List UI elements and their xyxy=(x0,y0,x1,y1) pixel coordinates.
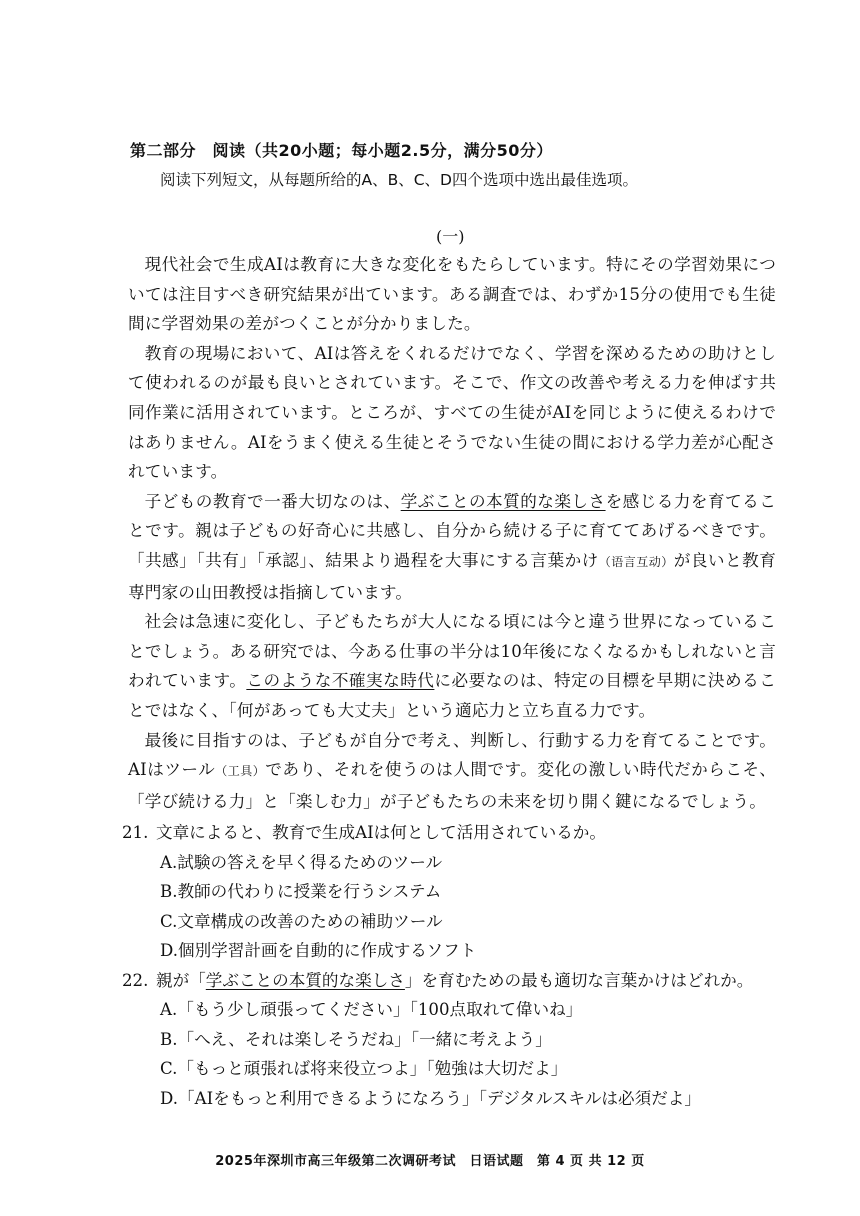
question-21 xyxy=(122,818,782,966)
passage-paragraph-4 xyxy=(128,607,776,725)
paragraph-text: であり、それを使うのは人間です。変化の激しい時代だからこそ、「学び続ける力」と「楽しむ力」が子どもたちの未来を切り開く鍵になるでしょう。 xyxy=(128,760,777,811)
option-a: A.試験の答えを早く得るためのツール xyxy=(160,852,443,872)
passage-paragraph-3 xyxy=(128,487,776,607)
underlined-phrase: 学ぶことの本質的な楽しさ xyxy=(205,970,405,990)
chinese-gloss: （语言互动） xyxy=(598,554,674,569)
passage-paragraph-5 xyxy=(128,726,776,817)
question-number: 22. xyxy=(122,970,149,990)
paragraph-text: 子どもの教育で一番大切なのは、 xyxy=(144,491,401,511)
question-number: 21. xyxy=(122,823,149,842)
option-b: B.「へえ、それは楽しそうだね」「一緒に考えよう」 xyxy=(160,1029,552,1049)
question-22 xyxy=(122,966,782,1114)
reading-passage xyxy=(128,250,776,816)
underlined-phrase: このような不確実な時代 xyxy=(246,671,435,691)
option-d: D.個別学習計画を自動的に作成するソフト xyxy=(160,941,477,960)
option-a: A.「もう少し頑張ってください」「100点取れて偉いね」 xyxy=(160,1000,583,1019)
question-stem xyxy=(122,966,782,996)
paragraph-text: を感じる力を育てることです。親は子どもの好奇心に共感し、自分から続ける子に育ててあげるべきです。「共感」「共有」「承認」、結果より過程を大事にする言葉かけ xyxy=(128,491,777,570)
question-text: 文章によると、教育で生成AIは何として活用されているか。 xyxy=(156,823,606,842)
section-instruction: 阅读下列短文，从每题所给的A、B、C、D四个选项中选出最佳选项。 xyxy=(160,171,638,189)
section-title: 第二部分 阅读（共20小题；每小题2.5分，满分50分） xyxy=(130,141,553,160)
option-d: D.「AIをもっと利用できるようになろう」「デジタルスキルは必須だよ」 xyxy=(160,1088,701,1108)
paragraph-text: 社会は急速に変化し、子どもたちが大人になる頃には今と違う世界になっていることでしょう。ある研究では、今ある仕事の半分は10年後になくなるかもしれないと言われています。 xyxy=(128,612,776,691)
paragraph-text: が良いと教育専門家の山田教授は指摘しています。 xyxy=(128,550,777,602)
passage-paragraph-2: 教育の現場において、AIは答えをくれるだけでなく、学習を深めるための助けとして使われるのが最も良いとされています。そこで、作文の改善や考える力を伸ばす共同作業に活用されています。ところが、すべての生徒がAIを同じように使えるわけではありません。AIをうまく使える生徒とそうでない生徒の間における学力差が心配されています。 xyxy=(128,343,776,482)
chinese-gloss: （工具） xyxy=(215,764,266,779)
passage-paragraph-1: 現代社会で生成AIは教育に大きな変化をもたらしています。特にその学習効果については注目すべき研究結果が出ています。ある調査では、わずか15分の使用でも生徒間に学習効果の差がつくことが分かりました。 xyxy=(128,255,776,334)
paragraph-text: 最後に目指すのは、子どもが自分で考え、判断し、行動する力を育てることです。AIはツール xyxy=(128,730,776,780)
paragraph-text: に必要なのは、特定の目標を早期に決めることではなく、「何があっても大丈夫」という適応力と立ち直る力です。 xyxy=(128,671,777,720)
question-list xyxy=(122,818,782,1113)
underlined-phrase: 学ぶことの本質的な楽しさ xyxy=(400,491,606,511)
question-text: 」を育むための最も適切な言葉かけはどれか。 xyxy=(404,970,754,990)
question-stem xyxy=(122,818,782,848)
passage-number: (一) xyxy=(436,227,465,246)
option-c: C.文章構成の改善のための補助ツール xyxy=(160,911,443,931)
page-footer: 2025年深圳市高三年级第二次调研考试 日语试题 第 4 页 共 12 页 xyxy=(215,1154,645,1169)
option-c: C.「もっと頑張れば将来役立つよ」「勉強は大切だよ」 xyxy=(160,1059,568,1078)
question-text: 親が「 xyxy=(156,970,206,990)
option-b: B.教師の代わりに授業を行うシステム xyxy=(160,882,442,901)
